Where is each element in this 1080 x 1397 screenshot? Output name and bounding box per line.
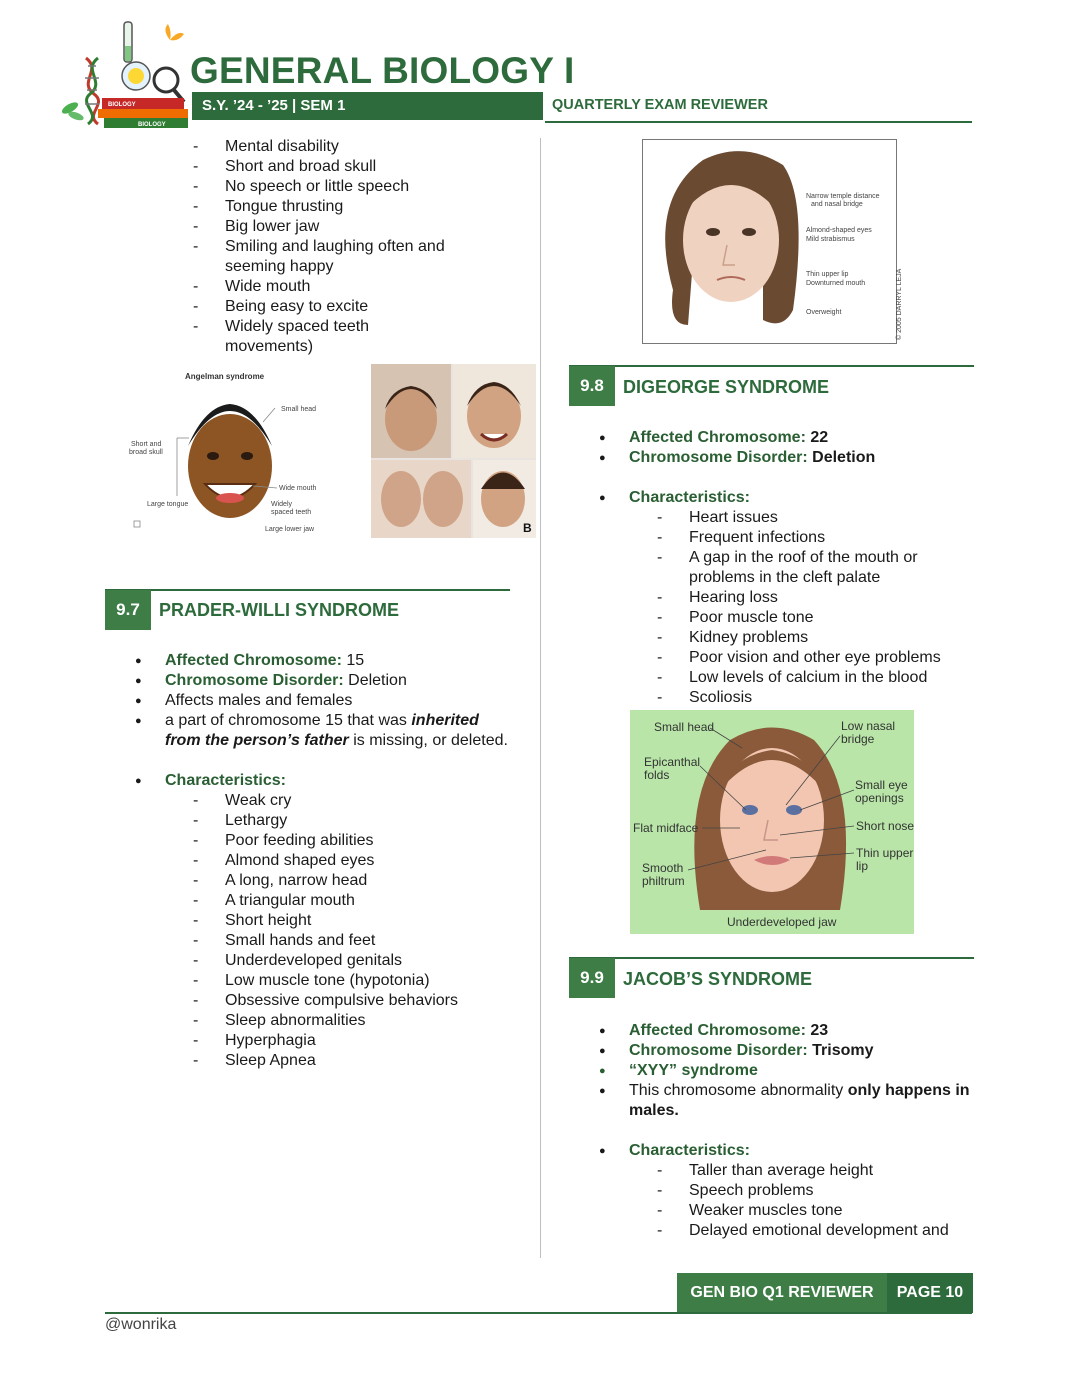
list-item: - Small hands and feet [193, 931, 503, 951]
figure-label: Thin upper lip [856, 846, 914, 873]
disorder-label: Chromosome Disorder: [629, 449, 808, 466]
figure-label: Flat midface [633, 821, 699, 835]
section-number: 9.7 [105, 590, 151, 630]
list-item: - A triangular mouth [193, 891, 503, 911]
figure-label: Small head [654, 720, 715, 734]
list-item: - Frequent infections [657, 528, 957, 548]
page-title: GENERAL BIOLOGY I [190, 50, 575, 91]
header-rule [545, 121, 972, 123]
list-item: movements) [225, 338, 314, 355]
list-item: - A long, narrow head [193, 871, 503, 891]
prader-willi-characteristics [193, 791, 503, 1071]
list-item: - Lethargy [193, 811, 503, 831]
list-item: - A gap in the roof of the mouth or problems in the cleft palate [657, 548, 957, 588]
list-item [599, 1021, 974, 1041]
list-item [599, 448, 974, 468]
reviewer-subtitle: QUARTERLY EXAM REVIEWER [552, 97, 768, 113]
logo-book-label-1: BIOLOGY [108, 102, 136, 108]
figure-label: Large tongue [147, 501, 189, 508]
figure-label: Underdeveloped jaw [727, 915, 837, 929]
list-item [135, 711, 515, 751]
list-item: - Taller than average height [657, 1161, 967, 1181]
list-item: - No speech or little speech [193, 177, 493, 197]
list-item: - Heart issues [657, 508, 957, 528]
list-item: - Weaker muscles tone [657, 1201, 967, 1221]
list-item: - Wide mouth [193, 277, 493, 297]
section-title: JACOB’S SYNDROME [623, 969, 813, 989]
prader-willi-char-header [135, 771, 515, 791]
characteristics-label: Characteristics: [629, 489, 750, 506]
list-item: - Obsessive compulsive behaviors [193, 991, 503, 1011]
list-item: - Hyperphagia [193, 1031, 503, 1051]
jacobs-characteristics [657, 1161, 967, 1241]
illustration-credit: © 2005 DARRYL LEJA [896, 268, 903, 340]
text-span: a part of chromosome 15 that was [165, 712, 412, 729]
figure-label: Short and broad skull [129, 441, 163, 456]
list-item: - Widely spaced teeth [193, 317, 493, 337]
list-item: - Low levels of calcium in the blood [657, 668, 957, 688]
text-span: This chromosome abnormality [629, 1082, 848, 1099]
list-item: - Mental disability [193, 137, 493, 157]
emphasis-text: inherited from the person’s father [165, 712, 479, 749]
section-title: DIGEORGE SYNDROME [623, 377, 830, 397]
prader-willi-facts [135, 651, 515, 751]
list-item: - Scoliosis [657, 688, 957, 708]
affected-label: Affected Chromosome: [165, 652, 342, 669]
section-rule [569, 957, 974, 959]
figure-label: Large lower jaw [265, 526, 315, 533]
school-year-bar: S.Y. ’24 - ’25 | SEM 1 [192, 92, 543, 120]
figure-label: Smooth philtrum [642, 861, 685, 888]
prader-willi-illustration [642, 139, 903, 344]
text-span: is missing, or deleted. [348, 732, 508, 749]
jacobs-char-header [599, 1141, 974, 1161]
list-item [599, 428, 974, 448]
list-item: - Hearing loss [657, 588, 957, 608]
figure-label: Mild strabismus [806, 236, 855, 243]
footer-rule [105, 1312, 972, 1314]
list-item: - Sleep abnormalities [193, 1011, 503, 1031]
list-item: - Poor vision and other eye problems [657, 648, 957, 668]
figure-label: Small head [281, 406, 317, 413]
section-title: PRADER-WILLI SYNDROME [159, 600, 399, 620]
list-item: - Speech problems [657, 1181, 967, 1201]
digeorge-characteristics [657, 508, 957, 708]
affected-value: 22 [805, 429, 829, 446]
list-item: - Being easy to excite [193, 297, 493, 317]
figure-label: Widely spaced teeth [271, 501, 312, 516]
angelman-diagram [125, 366, 335, 541]
list-item: - Weak cry [193, 791, 503, 811]
disorder-label: Chromosome Disorder: [629, 1042, 808, 1059]
figure-label: Overweight [806, 309, 842, 316]
logo-book-label-2: BIOLOGY [138, 122, 166, 128]
disorder-value: Trisomy [807, 1042, 874, 1059]
figure-label: Almond-shaped eyes [806, 227, 872, 234]
section-rule [105, 589, 510, 591]
list-item: - Poor feeding abilities [193, 831, 503, 851]
jacobs-facts [599, 1021, 974, 1121]
list-item: - Big lower jaw [193, 217, 493, 237]
list-item: - Short height [193, 911, 503, 931]
emphasis-text: only happens in males. [629, 1082, 970, 1119]
footer-reviewer-label: GEN BIO Q1 REVIEWER [677, 1273, 887, 1313]
list-item: - Low muscle tone (hypotonia) [193, 971, 503, 991]
list-item [135, 671, 515, 691]
angelman-photo-collage [371, 364, 536, 538]
list-item [135, 771, 515, 791]
characteristics-label: Characteristics: [165, 772, 286, 789]
biology-logo [58, 20, 193, 130]
digeorge-figure [630, 710, 914, 934]
affected-label: Affected Chromosome: [629, 429, 806, 446]
list-item: - Short and broad skull [193, 157, 493, 177]
column-divider [540, 138, 541, 1258]
affected-value: 15 [341, 652, 365, 669]
list-item: - Underdeveloped genitals [193, 951, 503, 971]
figure-label: Epicanthal folds [644, 755, 701, 782]
figure-label: Small eye openings [855, 778, 908, 805]
list-item [599, 1041, 974, 1061]
figure-label: Thin upper lip [806, 271, 849, 278]
list-item: ● Affects males and females [135, 691, 515, 711]
list-item [599, 1081, 974, 1121]
digeorge-facts [599, 428, 974, 468]
list-item: - Tongue thrusting [193, 197, 493, 217]
disorder-value: Deletion [807, 449, 876, 466]
figure-label: Wide mouth [279, 485, 317, 492]
list-item: - Kidney problems [657, 628, 957, 648]
disorder-value: Deletion [343, 672, 407, 689]
page-number: PAGE 10 [896, 1284, 964, 1301]
characteristics-label: Characteristics: [629, 1142, 750, 1159]
list-item: ● “XYY” syndrome [599, 1061, 974, 1081]
list-item: - Sleep Apnea [193, 1051, 503, 1071]
figure-label: Downturned mouth [806, 280, 866, 287]
angelman-figure-title: Angelman syndrome [185, 372, 265, 381]
list-item [599, 1141, 974, 1161]
list-item: - Smiling and laughing often and seeming happy [193, 237, 465, 277]
affected-value: 23 [805, 1022, 829, 1039]
disorder-label: Chromosome Disorder: [165, 672, 344, 689]
section-number: 9.8 [569, 366, 615, 406]
angelman-characteristics-list [193, 137, 493, 357]
list-item [599, 488, 974, 508]
list-item: - Delayed emotional development and [657, 1221, 967, 1241]
list-item: - Almond shaped eyes [193, 851, 503, 871]
author-handle: @wonrika [105, 1316, 177, 1333]
affected-label: Affected Chromosome: [629, 1022, 806, 1039]
list-item [135, 651, 515, 671]
photo-label: B [523, 521, 532, 535]
figure-label: Short nose [856, 819, 915, 833]
section-number: 9.9 [569, 958, 615, 998]
list-item: - Poor muscle tone [657, 608, 957, 628]
digeorge-char-header [599, 488, 974, 508]
figure-label: Low nasal bridge [841, 719, 896, 746]
section-rule [569, 365, 974, 367]
figure-label: Narrow temple distance and nasal bridge [806, 193, 880, 208]
